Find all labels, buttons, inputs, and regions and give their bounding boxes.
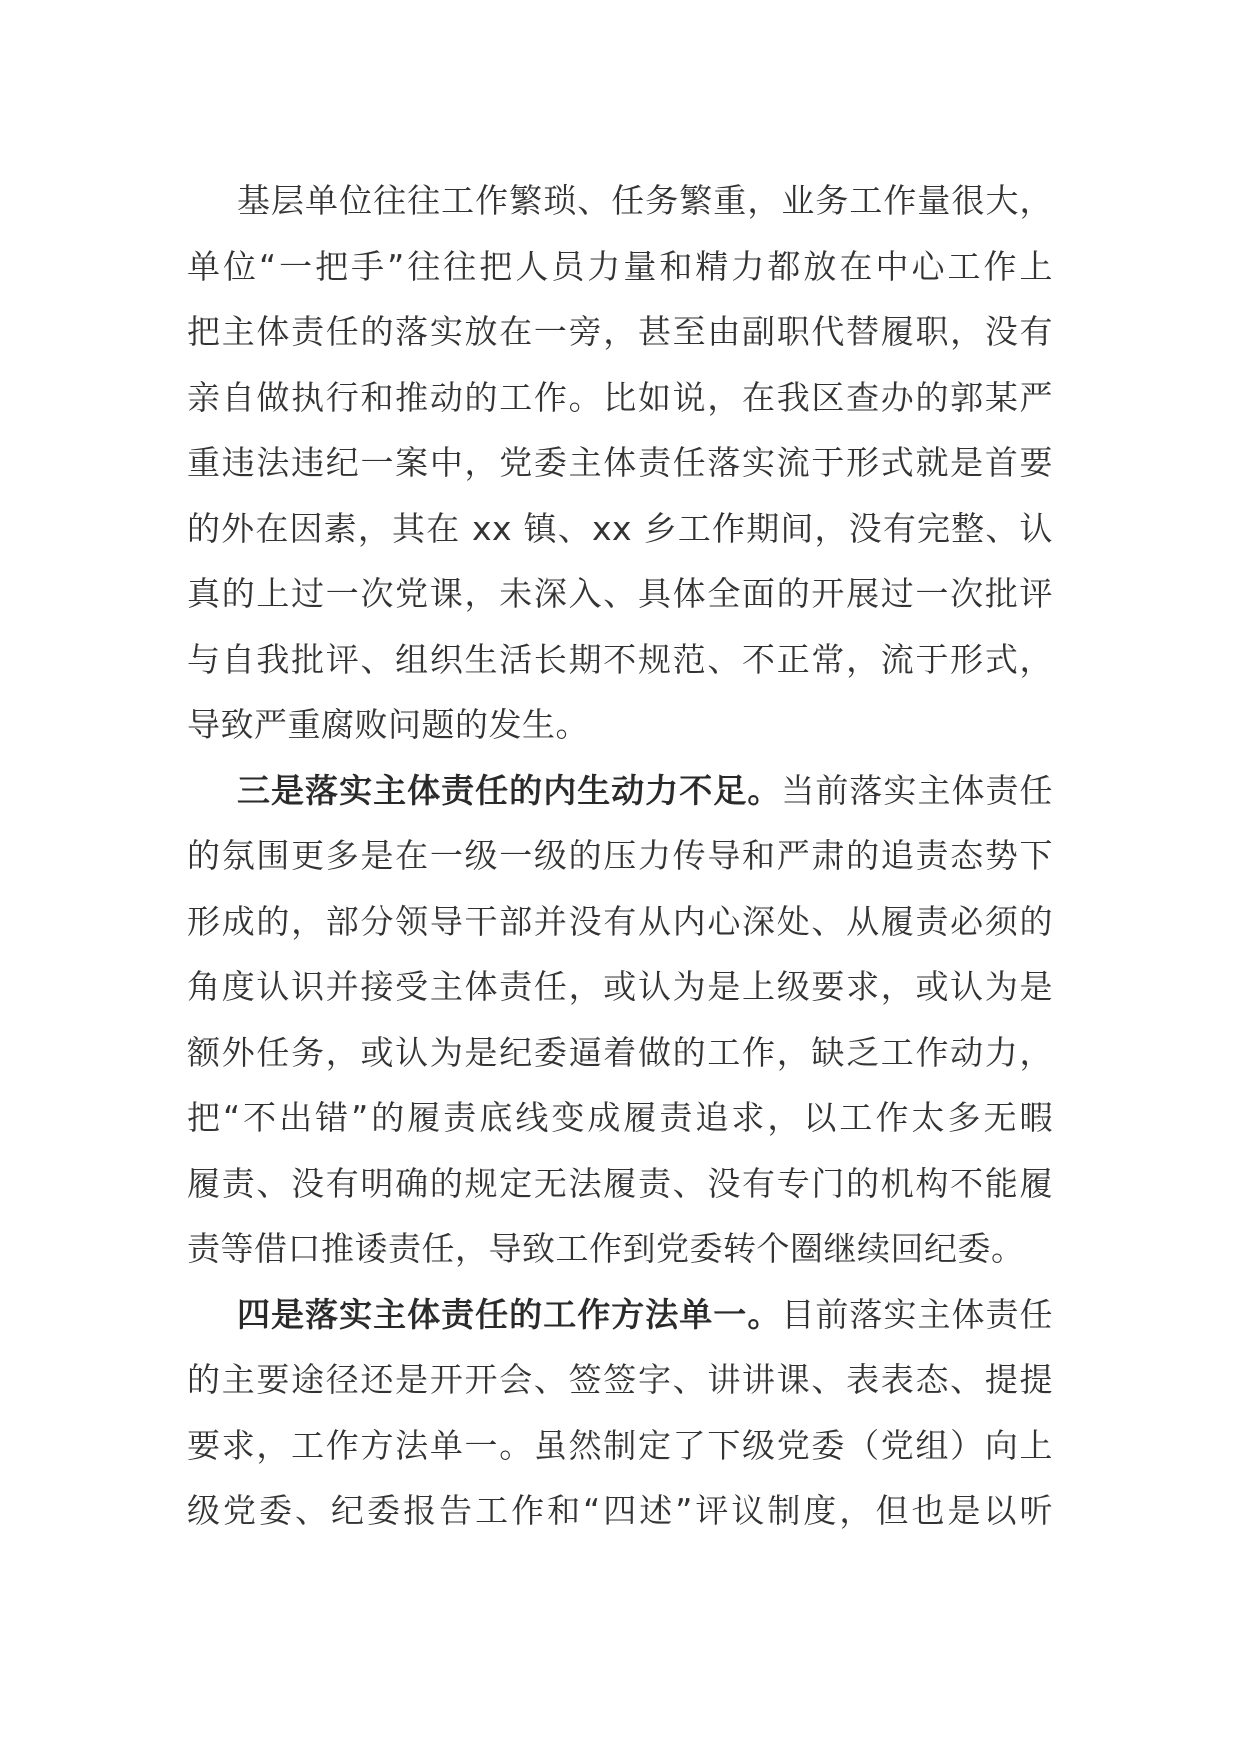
section-heading: 四是落实主体责任的工作方法单一。 (237, 1294, 782, 1334)
text-line: 重违法违纪一案中，党委主体责任落实流于形式就是首要 (187, 443, 1053, 482)
text-line: 要求，工作方法单一。虽然制定了下级党委（党组）向上 (187, 1425, 1053, 1465)
text-line: 的主要途径还是开开会、签签字、讲讲课、表表态、提提 (187, 1360, 1053, 1399)
text-line: 责等借口推诿责任，导致工作到党委转个圈继续回纪委。 (187, 1229, 1025, 1268)
text-line (187, 758, 1053, 824)
text-line: 额外任务，或认为是纪委逼着做的工作，缺乏工作动力， (187, 1032, 1053, 1072)
text-line: 真的上过一次党课，未深入、具体全面的开展过一次批评 (187, 574, 1053, 613)
text-line: 基层单位往往工作繁琐、任务繁重，业务工作量很大， (237, 181, 1053, 220)
text-line-rest: 当前落实主体责任 (781, 770, 1054, 810)
text-line: 的氛围更多是在一级一级的压力传导和严肃的追责态势下 (187, 836, 1053, 875)
text-line (187, 1282, 1053, 1348)
document-body (187, 168, 1053, 1544)
text-line: 单位“一把手”往往把人员力量和精力都放在中心工作上 (187, 246, 1053, 286)
text-line: 级党委、纪委报告工作和“四述”评议制度，但也是以听 (187, 1491, 1053, 1530)
text-line: 把主体责任的落实放在一旁，甚至由副职代替履职，没有 (187, 312, 1053, 351)
text-line-rest: 目前落实主体责任 (781, 1294, 1054, 1334)
text-line: 导致严重腐败问题的发生。 (187, 705, 589, 744)
text-line: 与自我批评、组织生活长期不规范、不正常，流于形式， (187, 639, 1053, 679)
section-heading: 三是落实主体责任的内生动力不足。 (237, 770, 782, 810)
text-line: 履责、没有明确的规定无法履责、没有专门的机构不能履 (187, 1163, 1053, 1203)
paragraph-3 (187, 1282, 1053, 1544)
paragraph-1 (187, 168, 1053, 758)
text-line: 角度认识并接受主体责任，或认为是上级要求，或认为是 (187, 967, 1053, 1006)
paragraph-2 (187, 758, 1053, 1282)
text-line: 的外在因素，其在 xx 镇、xx 乡工作期间，没有完整、认 (187, 508, 1053, 548)
text-line: 亲自做执行和推动的工作。比如说，在我区查办的郭某严 (187, 377, 1053, 417)
text-line: 形成的，部分领导干部并没有从内心深处、从履责必须的 (187, 901, 1053, 941)
text-line: 把“不出错”的履责底线变成履责追求，以工作太多无暇 (187, 1098, 1053, 1137)
